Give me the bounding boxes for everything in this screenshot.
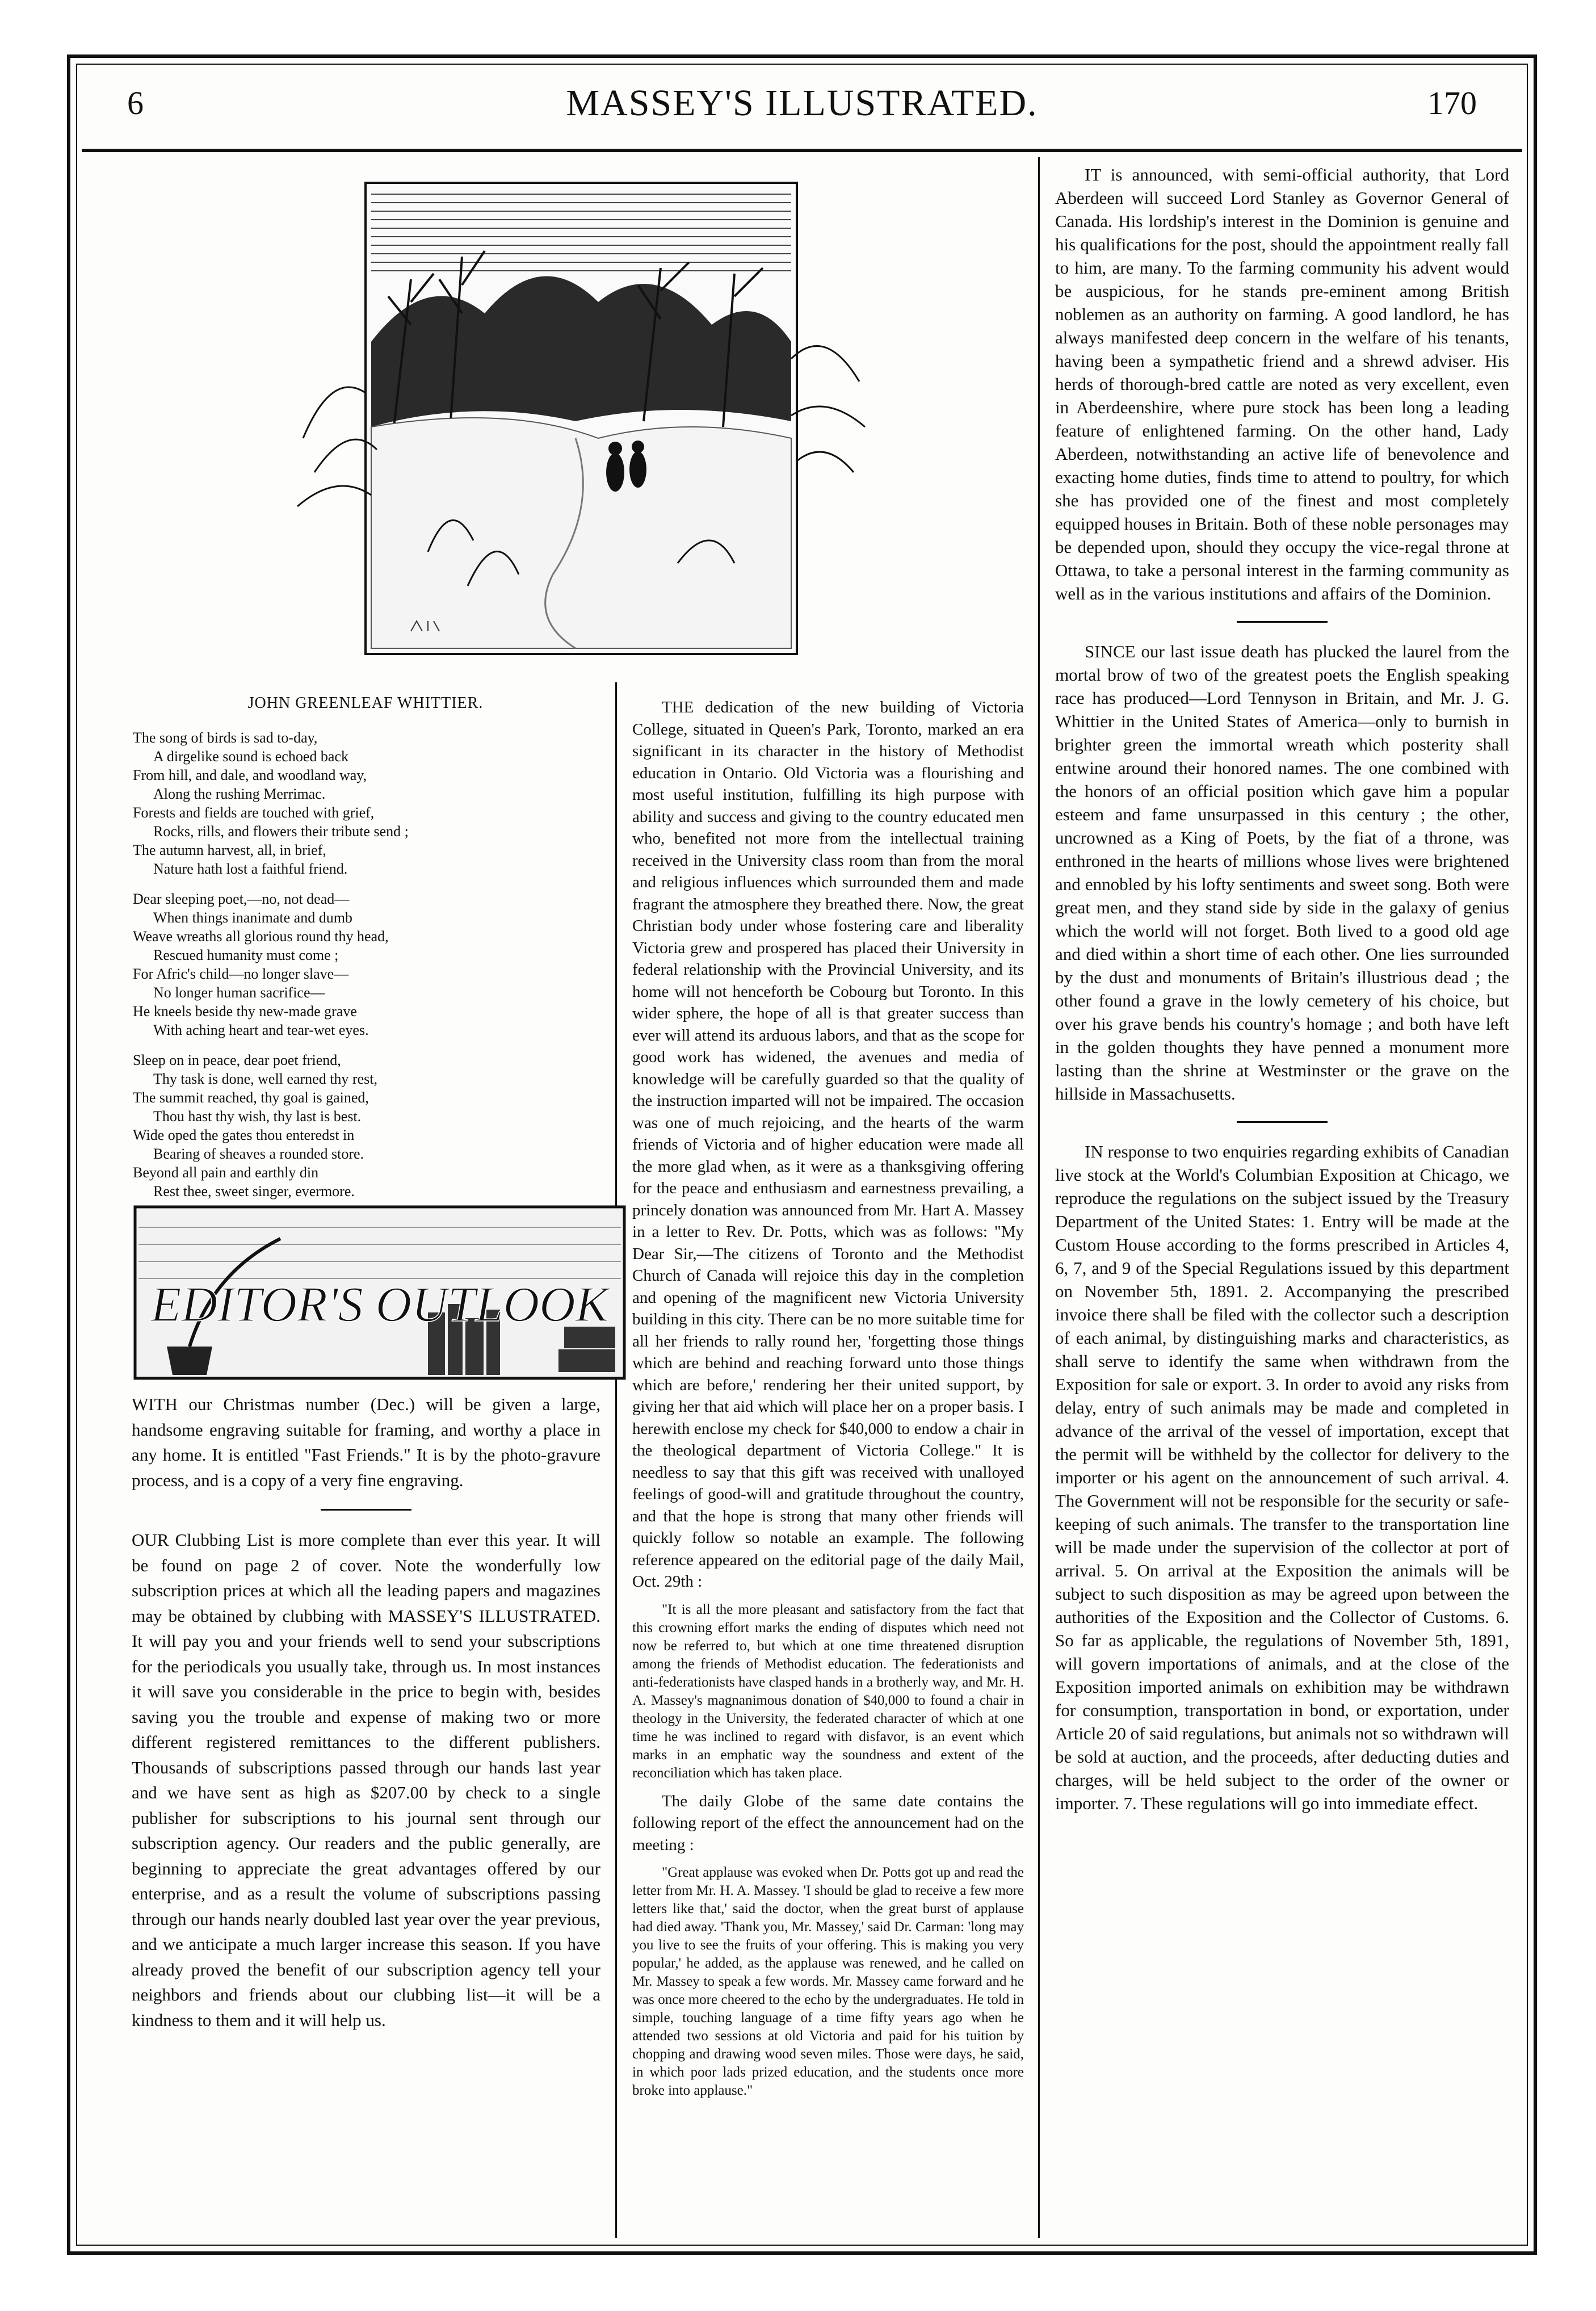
poem-stanza bbox=[133, 1051, 598, 1201]
globe-intro: The daily Globe of the same date contains the following report of the effect the announcement had on the meeting : bbox=[632, 1792, 1024, 1854]
christmas-notice: WITH our Christmas number (Dec.) will be given a large, handsome engraving suitable for framing, and worthy a place in any home. It is entitled "Fast Friends." It is by the photo-gravure process, and is a copy of a very fine engraving. bbox=[132, 1394, 600, 1490]
poem-line: With aching heart and tear-wet eyes. bbox=[153, 1022, 369, 1038]
section-separator bbox=[321, 1509, 411, 1511]
mail-quote: "It is all the more pleasant and satisfactory from the fact that this crowning effort marks the ending of disputes which need not now be referred to, but which at one time threatened disruption among the friends of Methodist education. The federationists and anti-federationists have clasped hands in a brotherly way, and Mr. H. A. Massey's magnanimous donation of $40,000 to found a chair in theology in the University, the federated character of which at one time he was inclined to regard with disfavor, is an event which marks in an emphatic way the soundness and extent of the reconciliation which has taken place. bbox=[632, 1601, 1024, 1781]
column-middle bbox=[632, 697, 1024, 2229]
poem-line: When things inanimate and dumb bbox=[153, 909, 352, 926]
poem-line: Nature hath lost a faithful friend. bbox=[153, 861, 348, 877]
globe-quote: "Great applause was evoked when Dr. Potts got up and read the letter from Mr. H. A. Massey. 'I should be glad to receive a few more letters like that,' said the doctor, when the great burst of applause had died away. 'Thank you, Mr. Massey,' said Dr. Carman: 'long may you live to see the fruits of your offering. This is making you very popular,' he added, as the applause was renewed, and he called on Mr. Massey to speak a few words. Mr. Massey came forward and he was once more cheered to the echo by the undergraduates. He told in simple, touching language of a time fifty years ago when he attended two sessions at old Victoria and paid for his tuition by chopping and drawing wood seven miles. Those were days, he said, in which poor lads prized education, and the students once more broke into applause." bbox=[632, 1865, 1024, 2098]
header-rule bbox=[82, 149, 1522, 152]
page-number-right: 170 bbox=[1427, 85, 1477, 121]
poem-heading: JOHN GREENLEAF WHITTIER. bbox=[247, 694, 484, 712]
victoria-college-article: THE dedication of the new building of Victoria College, situated in Queen's Park, Toronto, marked an era significant in its character in the history of Methodist education in Ontario. Old Victoria was a flourishing and most useful institution, fulfilling its high purpose with ability and success and giving to the country educated men who, benefited not more from the intellectual training received in the University class room than from the moral and religious influences which surrounded them and made fragrant the atmosphere they breathed there. Now, the great Christian body under whose fostering care and liberality Victoria grew and prospered has placed their University in federal relationship with the Provincial University, and its home will not henceforth be Cobourg but Toronto. In this wider sphere, the hope of all is that greater success than ever will attend its arduous labors, and that as the scope for good work has widened, the avenues and media of knowledge will be carefully guarded so that the quality of the instruction imparted will not be impaired. The occasion was one of much rejoicing, and the hearts of the warm friends of Victoria and of higher education were made all the more glad when, as it were as a thanksgiving offering for the peace and enthusiasm and earnestness prevailing, a princely donation was announced from Mr. Hart A. Massey in a letter to Rev. Dr. Potts, which was as follows: "My Dear Sir,—The citizens of Toronto and the Methodist Church of Canada will rejoice this day in the completion and opening of the magnificent new Victoria University building in this city. There can be no more suitable time for all her friends to rally round her, 'forgetting those things which are behind and reaching forward unto those things which are before,' rendering her their united support, by giving her that aid which will place her on a proper basis. I herewith enclose my check for $40,000 to endow a chair in the theological department of Victoria College." It is needless to say that this gift was received with unalloyed feelings of good-will and gratitude throughout the country, and that the hope is strong that many other friends will quickly follow so notable an example. The following reference appeared on the editorial page of the daily Mail, Oct. 29th : bbox=[632, 698, 1024, 1591]
editors-outlook-banner bbox=[133, 1205, 627, 1381]
poem-line: The autumn harvest, all, in brief, bbox=[133, 842, 326, 858]
masthead bbox=[93, 74, 1511, 148]
lord-aberdeen-article: IT is announced, with semi-official authority, that Lord Aberdeen will succeed Lord Stanley as Governor General of Canada. His lordship's interest in the Dominion is genuine and his qualifications for the post, should the appointment really fall to him, are many. To the farming community his advent would be auspicious, for he stands pre-eminent among British noblemen as an authority on farming. A good landlord, he has always manifested deep concern in the welfare of his tenants, having been a sympathetic friend and a shrewd adviser. His herds of thorough-bred cattle are noted as very excellent, even in Aberdeenshire, where pure stock has been long a leading feature of enlightened farming. On the other hand, Lady Aberdeen, notwithstanding an active life of benevolence and exacting home duties, finds time to attend to poultry, for which she has provided one of the finest and most completely equipped houses in Britain. Both of these noble personages may be depended upon, should they occupy the vice-regal throne at Ottawa, to take a personal interest in the farming community as well as in the various institutions and affairs of the Dominion. bbox=[1055, 165, 1509, 603]
banner-text: EDITOR'S OUTLOOK bbox=[150, 1277, 609, 1332]
column-divider bbox=[1038, 157, 1040, 2238]
section-separator bbox=[1237, 1121, 1328, 1123]
column-divider bbox=[615, 682, 617, 2238]
column-right bbox=[1055, 163, 1509, 2229]
poem-line: The song of birds is sad to-day, bbox=[133, 729, 318, 746]
poem-line: Rescued humanity must come ; bbox=[153, 947, 339, 963]
poem-line: Dear sleeping poet,—no, not dead— bbox=[133, 891, 350, 907]
poem-line: No longer human sacrifice— bbox=[153, 984, 325, 1001]
poem-stanza bbox=[133, 890, 598, 1039]
poem-line: From hill, and dale, and woodland way, bbox=[133, 767, 367, 783]
poem-line: Weave wreaths all glorious round thy head, bbox=[133, 928, 389, 945]
poem-line: The summit reached, thy goal is gained, bbox=[133, 1089, 369, 1106]
poem-line: A dirgelike sound is echoed back bbox=[153, 748, 348, 765]
poem-line: Sleep on in peace, dear poet friend, bbox=[133, 1052, 341, 1068]
newspaper-page bbox=[67, 54, 1537, 2255]
poem-line: Bearing of sheaves a rounded store. bbox=[153, 1146, 364, 1162]
poem-line: Thou hast thy wish, thy last is best. bbox=[153, 1108, 362, 1125]
column-left bbox=[132, 1392, 600, 2226]
poem-line: Thy task is done, well earned thy rest, bbox=[153, 1071, 377, 1087]
poem-line: Forests and fields are touched with grief, bbox=[133, 804, 375, 821]
poem-line: Along the rushing Merrimac. bbox=[153, 786, 326, 802]
poem-line: Rest thee, sweet singer, evermore. bbox=[153, 1183, 355, 1199]
page-number-left: 6 bbox=[127, 85, 144, 121]
poem-john-greenleaf-whittier bbox=[133, 694, 598, 1231]
poem-stanza bbox=[133, 728, 598, 878]
clubbing-list-notice: OUR Clubbing List is more complete than ever this year. It will be found on page 2 of cover. Note the wonderfully low subscription prices at which all the leading papers and magazines may be obtained by clubbing with MASSEY'S ILLUSTRATED. It will pay you and your friends well to send your subscriptions for the periodicals you usually take, through us. In most instances it will save you considerable in the price to begin with, besides saving you the trouble and expense of making two or more different registered remittances to the different publishers. Thousands of subscriptions passed through our hands last year and we have sent as high as $207.00 by check to a single publisher for subscriptions to his journal sent through our subscription agency. Our readers and the public generally, are beginning to appreciate the great advantages offered by our enterprise, and as a result the volume of subscriptions passing through our hands nearly doubled last year over the year previous, and we anticipate a much larger increase this season. If you have already proved the benefit of our subscription agency tell your neighbors and friends about our clubbing list—it will be a kindness to them and it will help us. bbox=[132, 1530, 600, 2030]
poem-line: He kneels beside thy new-made grave bbox=[133, 1003, 357, 1020]
winter-scene-engraving bbox=[280, 154, 882, 682]
poem-line: For Afric's child—no longer slave— bbox=[133, 966, 349, 982]
section-separator bbox=[1237, 621, 1328, 623]
tennyson-whittier-article: SINCE our last issue death has plucked the laurel from the mortal brow of two of the greatest poets the English speaking race has produced—Lord Tennyson in Britain, and Mr. J. G. Whittier in the United States of America—only to burnish in brighter green the immortal wreath which posterity shall entwine around their honored names. The one combined with the honors of an official position which gave him a popular esteem and fame unsurpassed in this century ; the other, uncrowned as a King of Poets, by the fiat of a throne, was enthroned in the hearts of millions whose lives were brightened and ennobled by his lofty sentiments and sweet song. Both were great men, and they stand side by side in the galaxy of genius which the world will not forget. Both lived to a good old age and died within a short time of each other. One lies surrounded by the dust and monuments of Britain's illustrious dead ; the other found a grave in the lowly cemetery of his choice, but over his grave bends his country's homage ; and both have left in the golden thoughts they have penned a monument more lasting than the shrine at Westminster or the grave on the hillside in Massachusetts. bbox=[1055, 641, 1509, 1104]
live-stock-regulations-article: IN response to two enquiries regarding exhibits of Canadian live stock at the World's Columbian Exposition at Chicago, we reproduce the regulations on the subject issued by the Treasury Department of the United States: 1. Entry will be made at the Custom House according to the forms prescribed in Articles 4, 6, 7, and 9 of the Special Regulations issued by this department on November 5th, 1891. 2. Accompanying the prescribed invoice there shall be filed with the collector such a description of each animal, by distinguishing marks and characteristics, as shall serve to identify the same when withdrawn from the Exposition for sale or export. 3. In order to avoid any risks from delay, entry of such animals may be made and completed in advance of the arrival of the vessel of importation, except that the permit will be withheld by the collector for delivery to the importer or his agent on the announcement of such arrival. 4. The Government will not be responsible for the security or safe-keeping of such animals. The transfer to the transportation line will be made under the supervision of the collector at port of arrival. 5. On arrival at the Exposition the animals will be subject to such disposition as may be agreed upon between the authorities of the Exposition and the Collector of Customs. 6. So far as applicable, the regulations of November 5th, 1891, will govern importations of animals, and at the close of the Exposition imported animals on exhibition may be withdrawn for consumption, transportation in bond, or exportation, under Article 20 of said regulations, but animals not so withdrawn will be sold at auction, and the proceeds, after deducting duties and charges, will be held subject to the order of the owner or importer. 7. These regulations will go into immediate effect. bbox=[1055, 1142, 1509, 1813]
publication-title: MASSEY'S ILLUSTRATED. bbox=[566, 82, 1038, 124]
poem-line: Beyond all pain and earthly din bbox=[133, 1164, 319, 1181]
poem-line: Wide oped the gates thou enteredst in bbox=[133, 1127, 355, 1143]
poem-line: Rocks, rills, and flowers their tribute send ; bbox=[153, 823, 409, 840]
